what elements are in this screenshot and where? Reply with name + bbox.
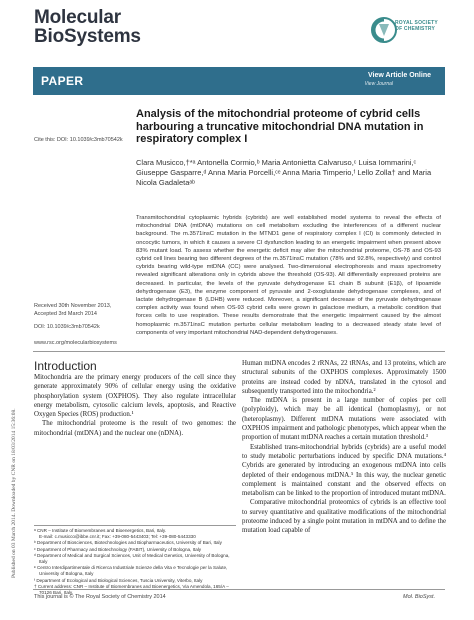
left-column <box>34 373 236 438</box>
rsc-emblem-icon <box>371 12 401 52</box>
footnote: E-mail: c.musicco@ibbe.cnr.it; Fax: +39-080-5443403; Tel: +39-080-5443330 <box>39 534 196 540</box>
society-name <box>395 20 438 32</box>
footnote: ᵃ CNR – Institute of Biomembranes and Bioenergetics, Bari, Italy. <box>34 528 167 533</box>
journal-name-line2: BioSystems <box>34 26 141 47</box>
footnote: ᶜ Department of Pharmacy and Biotechnology (FABIT), University of Bologna, Italy <box>34 546 202 552</box>
right-paragraph-4: Comparative mitochondrial proteomics of cybrids is an effective tool to survey quantitative and qualitative modifications of the mitochondrial proteome induced by a single point mutation in mtDNA and to define the mutation load capable of <box>242 499 446 535</box>
right-paragraph-2: The mtDNA is present in a large number of copies per cell (polyploidy), which may be all identical (homoplasmy), or not (heteroplasmy). Different mtDNA mutations were associated with OXPHOS impairment and pathologic phenotypes, which appear when the proportion of mutant mtDNA reaches a certain mutation threshold.³ <box>242 397 446 442</box>
footnote: ᵈ Department of Medical and Surgical Sciences, Unit of Medical Genetics, University of Bologna, Italy <box>34 552 230 565</box>
intro-paragraph-1: Mitochondria are the primary energy producers of the cell since they generate approximately 90% of cellular energy using the oxidative phosphorylation system (OXPHOS). They also regulate intracellular energy metabolism, cytosolic calcium levels, apoptosis, and Reactive Oxygen Species (ROS) production.¹ <box>34 374 236 419</box>
affiliation-footnotes <box>34 528 236 596</box>
footnote: † Current address: CNR – Institute of Biomembranes and Bioenergetics, Via Amendola, 165/A – 70126 Bari, Italy. <box>34 583 229 596</box>
footnote: ᶠ Department of Ecological and Biological Sciences, Tuscia University, Viterbo, Italy <box>34 577 203 583</box>
view-journal-link[interactable]: View Journal <box>364 81 393 87</box>
article-type-label: PAPER <box>41 74 84 88</box>
rsc-logo <box>371 12 445 52</box>
article-type-banner <box>33 67 445 95</box>
journal-name-line1: Molecular <box>34 7 121 28</box>
right-paragraph-3: Established trans-mitochondrial hybrids (cybrids) are a useful model to study metabolic perturbations induced by specific DNA mutations.⁴ Cybrids are generated by introducing an exogenous mtDNA into cells depleted of their endogenous mtDNA.⁵ In this way, the nuclear genetic complement is maintained constant and the observed effects on metabolism can be linked to the proportion of introduced mutant mtDNA. <box>242 443 446 498</box>
received-dates: Received 30th November 2013, Accepted 3rd March 2014 <box>34 303 112 317</box>
download-stamp-text: Published on 03 March 2014. Downloaded by CNR on 18/03/2014 15:36:08. <box>11 408 17 578</box>
view-article-online-link[interactable]: View Article Online <box>367 72 431 79</box>
abstract: Transmitochondrial cytoplasmic hybrids (cybrids) are well established model systems to reveal the effects of mitochondrial DNA (mtDNA) mutations on cell metabolism excluding the interferences of a different nuclear background. The m.3571insC mutation in the MTND1 gene of respiratory complex I (CI) is commonly detected in oncocytic tumors, in which it causes a severe CI dysfunction leading to an energetic impairment when present above 83% mutant load. To assess whether the energetic deficit may alter the mitochondrial proteome, OS-78 and OS-93 cybrid cell lines bearing two different degrees of the m.3571insC mutation (78% and 92.8%, respectively) and control cybrids bearing wild-type mtDNA (CC) were analysed. Two-dimensional electrophoresis and mass spectrometry revealed significant alterations only in cybrids above the threshold (OS-93). All differentially expressed proteins are decreased. In particular, the levels of the pyruvate dehydrogenase E1 chain B subunit (E1β), of lipoamide dehydrogenase (E3), the enzyme component of pyruvate and 2-oxoglutarate dehydrogenase complexes, and of lactate dehydrogenase B (LDHB) were reduced. Moreover, a significant decrease of the pyruvate dehydrogenase complex activity was found when OS-93 cybrid cells were grown in galactose medium, a metabolic condition that forces cells to use respiration. These results demonstrate that the energetic impairment caused by the almost homoplasmic m.3571insC mutation perturbs cellular metabolism leading to a decreased steady state level of components of very important mitochondrial NAD-dependent dehydrogenases. <box>136 215 441 336</box>
cite-this: Cite this: DOI: 10.1039/c3mb70542k <box>34 137 123 143</box>
doi-link[interactable]: DOI: 10.1039/c3mb70542k <box>34 324 100 330</box>
society-line2: OF CHEMISTRY <box>395 26 435 32</box>
right-column <box>242 359 446 536</box>
introduction-heading: Introduction <box>34 359 97 373</box>
journal-website-link[interactable]: www.rsc.org/molecularbiosystems <box>34 340 117 346</box>
download-stamp <box>3 118 17 578</box>
journal-name <box>34 8 141 46</box>
article-title: Analysis of the mitochondrial proteome of cybrid cells harbouring a truncative mitochondrial DNA mutation in respiratory complex I <box>136 108 424 145</box>
intro-paragraph-2: The mitochondrial proteome is the result of two genomes: the mitochondrial (mtDNA) and the nuclear one (nDNA). <box>34 420 236 437</box>
society-line1: ROYAL SOCIETY <box>395 20 438 26</box>
footnote-divider <box>34 525 236 526</box>
footnote: ᵇ Department of Biosciences, Biotechnologies and Biopharmaceutics, University of Bari, Italy <box>34 540 222 546</box>
footnote: ᵉ Centro Interdipartimentale di Ricerca Industriale Scienze della Vita e Tecnologie per la Salute, University of Bologna, Italy <box>34 565 228 577</box>
footer-divider <box>33 589 445 590</box>
section-divider <box>33 351 445 352</box>
right-paragraph-1: Human mtDNA encodes 2 rRNAs, 22 tRNAs, and 13 proteins, which are structural subunits of the OXPHOS complexes. Approximately 1500 proteins are instead coded by nDNA, translated in the cytosol and subsequently transported into the mitochondria.² <box>242 360 446 395</box>
copyright-notice: This journal is © The Royal Society of Chemistry 2014 <box>34 594 166 600</box>
author-list: Clara Musicco,†*ᵃ Antonella Cormio,ᵇ Maria Antonietta Calvaruso,ᶜ Luisa Iommarini,ᶜ Giuseppe Gasparre,ᵈ Anna Maria Porcelli,ᶜᵉ Anna Maria Timperio,ᶠ Lello Zolla† and Maria Nicola Gadaletaᵃᵇ <box>136 158 432 187</box>
journal-abbreviation: Mol. BioSyst. <box>403 594 436 600</box>
